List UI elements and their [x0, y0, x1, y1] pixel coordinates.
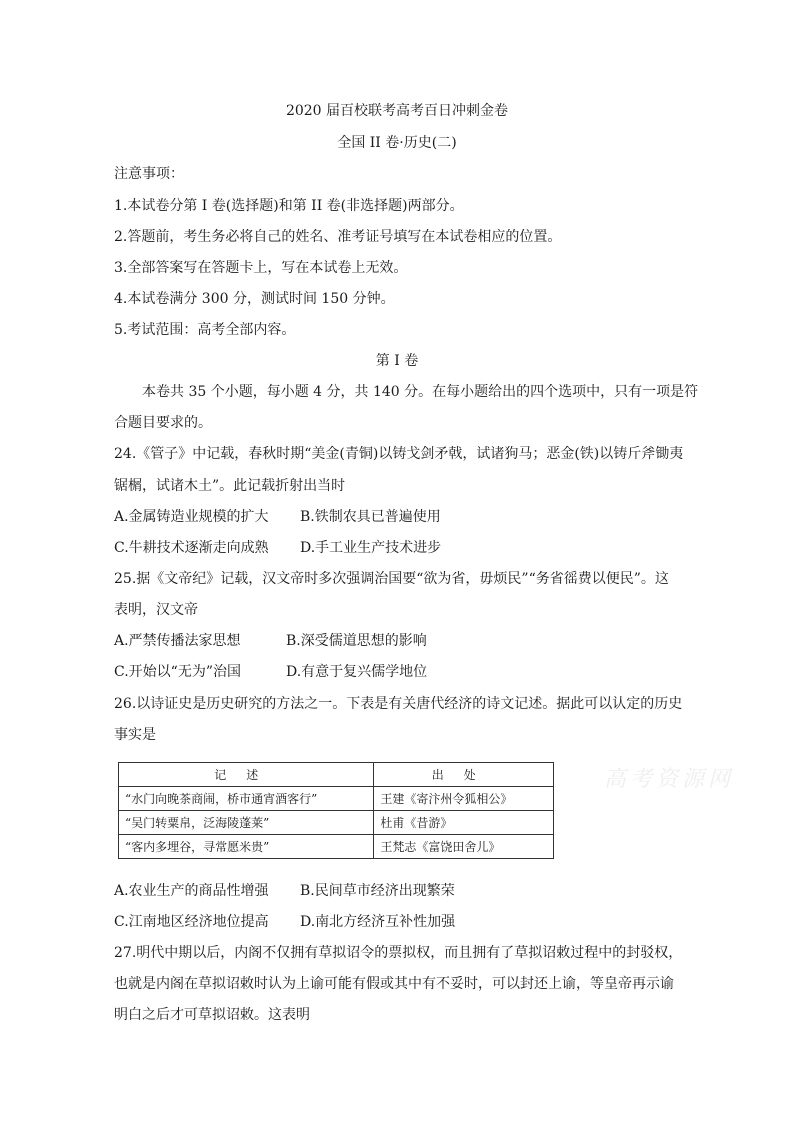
question-25-option-d: D.有意于复兴儒学地位 — [286, 664, 428, 680]
table-header-record: 记述 — [119, 763, 374, 787]
table-header-row — [119, 763, 554, 787]
table-cell-record: “水门向晚茶商闹，桥市通宵酒客行” — [119, 787, 374, 811]
table-cell-source: 王梵志《富饶田舍儿》 — [374, 835, 554, 859]
section-intro: 本卷共 35 个小题，每小题 4 分，共 140 分。在每小题给出的四个选项中，只有一项是符 — [142, 384, 699, 400]
watermark-text: 高考资源网 — [604, 767, 735, 792]
exam-title: 2020 届百校联考高考百日冲刺金卷 — [285, 103, 509, 119]
question-25-stem: 25.据《文帝纪》记载，汉文帝时多次强调治国要“欲为省，毋烦民”“务省徭费以便民”。这 — [114, 571, 669, 587]
question-24-option-a: A.金属铸造业规模的扩大 — [114, 509, 269, 525]
question-27-stem: 明白之后才可草拟诏敕。这表明 — [114, 1007, 310, 1023]
question-27-stem: 27.明代中期以后，内阁不仅拥有草拟诏令的票拟权，而且拥有了草拟诏敕过程中的封驳权， — [114, 945, 683, 961]
question-24-option-c: C.牛耕技术逐渐走向成熟 — [114, 540, 269, 556]
question-24-option-b: B.铁制农具已普遍使用 — [300, 509, 441, 525]
question-24-stem: 24.《管子》中记载，春秋时期“美金(青铜)以铸戈剑矛戟，试诸狗马；恶金(铁)以铸斤斧锄夷 — [114, 446, 684, 462]
question-27-stem: 也就是内阁在草拟诏敕时认为上谕可能有假或其中有不妥时，可以封还上谕，等皇帝再示谕 — [114, 976, 674, 992]
question-25-option-c: C.开始以“无为”治国 — [114, 664, 241, 680]
table-row — [119, 811, 554, 835]
question-26-stem: 事实是 — [114, 727, 156, 743]
question-26-option-c: C.江南地区经济地位提高 — [114, 914, 269, 930]
table-row — [119, 787, 554, 811]
question-26-stem: 26.以诗证史是历史研究的方法之一。下表是有关唐代经济的诗文记述。据此可以认定的历史 — [114, 696, 683, 712]
exam-subtitle: 全国 II 卷·历史(二) — [337, 135, 457, 151]
table-cell-record: “客内多埋谷，寻常愿米贵” — [119, 835, 374, 859]
table-row — [119, 835, 554, 859]
section-title: 第 I 卷 — [375, 353, 419, 369]
question-24-stem: 锯榍，试诸木土”。此记载折射出当时 — [114, 478, 346, 494]
note-item: 4.本试卷满分 300 分，测试时间 150 分钟。 — [114, 291, 395, 307]
poetry-records-table — [118, 762, 554, 859]
note-item: 1.本试卷分第 I 卷(选择题)和第 II 卷(非选择题)两部分。 — [114, 198, 464, 214]
question-26-option-a: A.农业生产的商品性增强 — [114, 883, 269, 899]
question-25-option-a: A.严禁传播法家思想 — [114, 633, 241, 649]
note-item: 3.全部答案写在答题卡上，写在本试卷上无效。 — [114, 260, 408, 276]
table-cell-source: 王建《寄汴州令狐相公》 — [374, 787, 554, 811]
table-header-source: 出处 — [374, 763, 554, 787]
notes-heading: 注意事项： — [114, 166, 184, 182]
question-24-option-d: D.手工业生产技术进步 — [300, 540, 442, 556]
section-intro: 合题目要求的。 — [114, 415, 212, 431]
question-26-option-b: B.民间草市经济出现繁荣 — [300, 883, 455, 899]
question-26-option-d: D.南北方经济互补性加强 — [300, 914, 456, 930]
note-item: 5.考试范围：高考全部内容。 — [114, 322, 296, 338]
question-25-option-b: B.深受儒道思想的影响 — [286, 633, 427, 649]
note-item: 2.答题前，考生务必将自己的姓名、准考证号填写在本试卷相应的位置。 — [114, 229, 562, 245]
table-cell-source: 杜甫《昔游》 — [374, 811, 554, 835]
question-25-stem: 表明，汉文帝 — [114, 602, 198, 618]
table-cell-record: “吴门转粟帛，泛海陵蓬莱” — [119, 811, 374, 835]
